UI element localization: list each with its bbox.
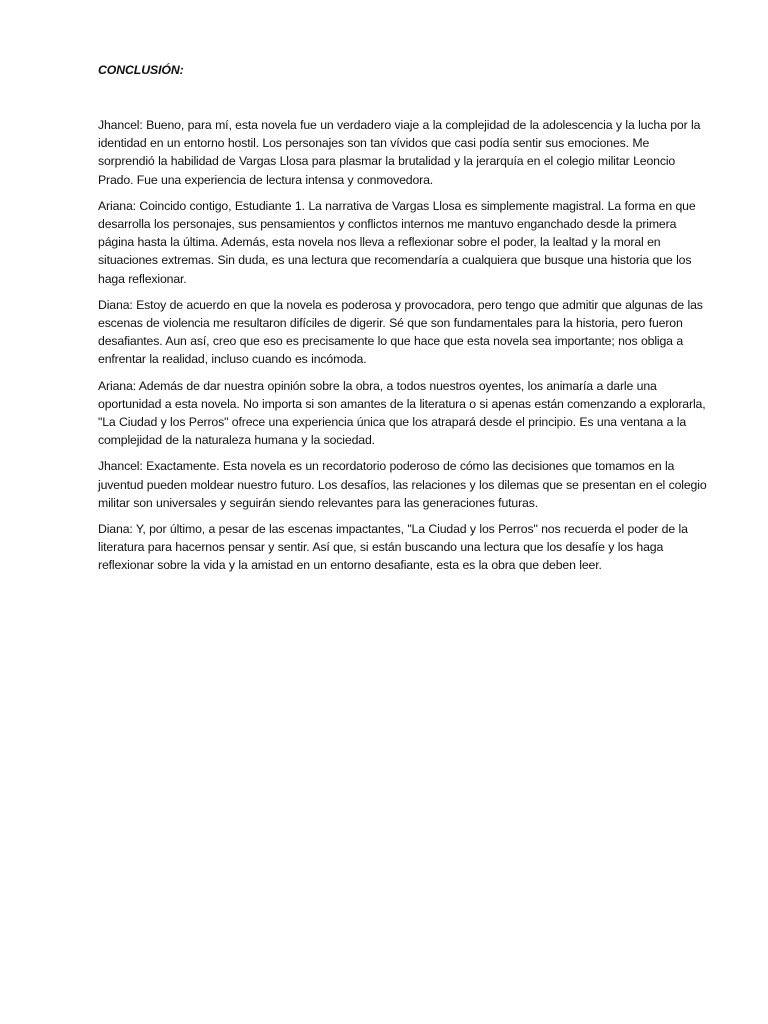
paragraph-jhancel-2: Jhancel: Exactamente. Esta novela es un recordatorio poderoso de cómo las decisiones que tomamos en la juventud pueden moldear nuestro futuro. Los desafíos, las relaciones y los dilemas que se presentan en el colegio militar son universales y seguirán siendo relevantes para las generaciones futuras. bbox=[98, 459, 707, 510]
paragraph-ariana-1: Ariana: Coincido contigo, Estudiante 1. La narrativa de Vargas Llosa es simplemente magistral. La forma en que desarrolla los personajes, sus pensamientos y conflictos internos me mantuvo enganchado desde la primera página hasta la última. Además, esta novela nos lleva a reflexionar sobre el poder, la lealtad y la moral en situaciones extremas. Sin duda, es una lectura que recomendaría a cualquiera que busque una historia que los haga reflexionar. bbox=[98, 198, 696, 286]
paragraph-jhancel-1: Jhancel: Bueno, para mí, esta novela fue un verdadero viaje a la complejidad de la adolescencia y la lucha por la identidad en un entorno hostil. Los personajes son tan vívidos que casi podía sentir sus emociones. Me sorprendió la habilidad de Vargas Llosa para plasmar la brutalidad y la jerarquía en el colegio militar Leoncio Prado. Fue una experiencia de lectura intensa y conmovedora. bbox=[98, 118, 701, 187]
document-heading: CONCLUSIÓN: bbox=[98, 63, 184, 77]
paragraph-diana-2: Diana: Y, por último, a pesar de las escenas impactantes, "La Ciudad y los Perros" nos recuerda el poder de la literatura para hacernos pensar y sentir. Así que, si están buscando una lectura que los desafíe y los haga reflexionar sobre la vida y la amistad en un entorno desafiante, esta es la obra que deben leer. bbox=[98, 522, 688, 573]
document-page bbox=[98, 62, 708, 583]
paragraph-ariana-2: Ariana: Además de dar nuestra opinión sobre la obra, a todos nuestros oyentes, los animaría a darle una oportunidad a esta novela. No importa si son amantes de la literatura o si apenas están comenzando a explorarla, "La Ciudad y los Perros" ofrece una experiencia única que los atrapará desde el principio. Es una ventana a la complejidad de la naturaleza humana y la sociedad. bbox=[98, 378, 706, 448]
paragraph-diana-1: Diana: Estoy de acuerdo en que la novela es poderosa y provocadora, pero tengo que admitir que algunas de las escenas de violencia me resultaron difíciles de digerir. Sé que son fundamentales para la historia, pero fueron desafiantes. Aun así, creo que eso es precisamente lo que hace que esta novela sea importante; nos obliga a enfrentar la realidad, incluso cuando es incómoda. bbox=[98, 297, 703, 367]
